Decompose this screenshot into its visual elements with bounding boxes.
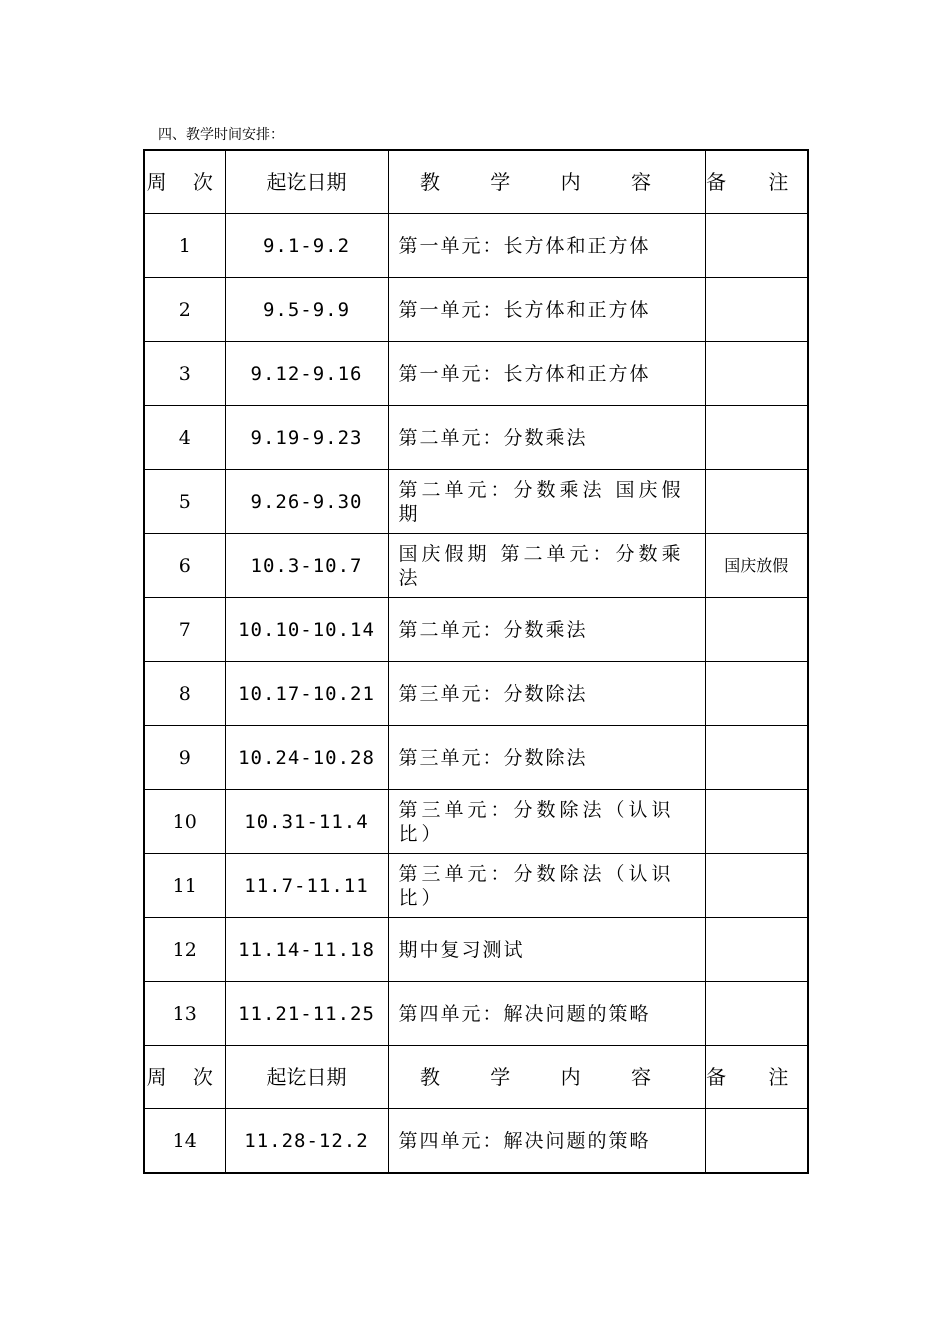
dates-cell: 9.26-9.30 [225, 470, 388, 534]
content-cell: 第三单元：分数除法（认识比） [388, 790, 705, 854]
week-cell: 9 [144, 726, 225, 790]
section-title: 四、教学时间安排： [158, 127, 284, 143]
dates-cell: 10.31-11.4 [225, 790, 388, 854]
table-header-row [144, 150, 808, 214]
table-header-row-repeat [144, 1046, 808, 1109]
table-row [144, 854, 808, 918]
table-row [144, 278, 808, 342]
content-cell: 第一单元：长方体和正方体 [388, 278, 705, 342]
note-cell [705, 1109, 808, 1174]
content-cell: 第二单元：分数乘法 国庆假期 [388, 470, 705, 534]
dates-cell: 9.1-9.2 [225, 214, 388, 278]
note-cell [705, 278, 808, 342]
dates-cell: 10.17-10.21 [225, 662, 388, 726]
header-dates: 起讫日期 [225, 1046, 388, 1109]
content-cell: 第一单元：长方体和正方体 [388, 214, 705, 278]
week-cell: 1 [144, 214, 225, 278]
dates-cell: 11.28-12.2 [225, 1109, 388, 1174]
header-note: 备 注 [705, 150, 808, 214]
week-cell: 8 [144, 662, 225, 726]
content-cell: 国庆假期 第二单元：分数乘法 [388, 534, 705, 598]
note-cell [705, 726, 808, 790]
content-cell: 第二单元：分数乘法 [388, 406, 705, 470]
note-cell [705, 662, 808, 726]
week-cell: 10 [144, 790, 225, 854]
content-cell: 第三单元：分数除法（认识比） [388, 854, 705, 918]
header-content: 教 学 内 容 [388, 150, 705, 214]
dates-cell: 9.12-9.16 [225, 342, 388, 406]
table-row [144, 598, 808, 662]
table-row [144, 342, 808, 406]
week-cell: 6 [144, 534, 225, 598]
note-cell [705, 982, 808, 1046]
note-cell [705, 854, 808, 918]
header-week: 周 次 [144, 1046, 225, 1109]
note-cell [705, 342, 808, 406]
header-note: 备 注 [705, 1046, 808, 1109]
dates-cell: 9.19-9.23 [225, 406, 388, 470]
week-cell: 3 [144, 342, 225, 406]
table-row [144, 470, 808, 534]
content-cell: 第一单元：长方体和正方体 [388, 342, 705, 406]
table-row [144, 1109, 808, 1174]
dates-cell: 10.3-10.7 [225, 534, 388, 598]
table-row [144, 918, 808, 982]
note-cell [705, 790, 808, 854]
content-cell: 第三单元：分数除法 [388, 662, 705, 726]
content-cell: 第二单元：分数乘法 [388, 598, 705, 662]
dates-cell: 9.5-9.9 [225, 278, 388, 342]
teaching-schedule-table [143, 149, 809, 1174]
content-cell: 第四单元：解决问题的策略 [388, 1109, 705, 1174]
table-row [144, 214, 808, 278]
table-row [144, 726, 808, 790]
table-row [144, 982, 808, 1046]
week-cell: 12 [144, 918, 225, 982]
content-cell: 期中复习测试 [388, 918, 705, 982]
week-cell: 4 [144, 406, 225, 470]
note-cell [705, 406, 808, 470]
week-cell: 14 [144, 1109, 225, 1174]
note-cell [705, 918, 808, 982]
header-week: 周 次 [144, 150, 225, 214]
table-row [144, 662, 808, 726]
dates-cell: 11.7-11.11 [225, 854, 388, 918]
week-cell: 5 [144, 470, 225, 534]
note-cell: 国庆放假 [705, 534, 808, 598]
header-dates: 起讫日期 [225, 150, 388, 214]
dates-cell: 10.10-10.14 [225, 598, 388, 662]
note-cell [705, 598, 808, 662]
week-cell: 13 [144, 982, 225, 1046]
table-row [144, 534, 808, 598]
header-content: 教 学 内 容 [388, 1046, 705, 1109]
content-cell: 第三单元：分数除法 [388, 726, 705, 790]
note-cell [705, 470, 808, 534]
week-cell: 11 [144, 854, 225, 918]
table-row [144, 790, 808, 854]
dates-cell: 11.14-11.18 [225, 918, 388, 982]
note-cell [705, 214, 808, 278]
dates-cell: 11.21-11.25 [225, 982, 388, 1046]
dates-cell: 10.24-10.28 [225, 726, 388, 790]
content-cell: 第四单元：解决问题的策略 [388, 982, 705, 1046]
table-row [144, 406, 808, 470]
week-cell: 2 [144, 278, 225, 342]
week-cell: 7 [144, 598, 225, 662]
